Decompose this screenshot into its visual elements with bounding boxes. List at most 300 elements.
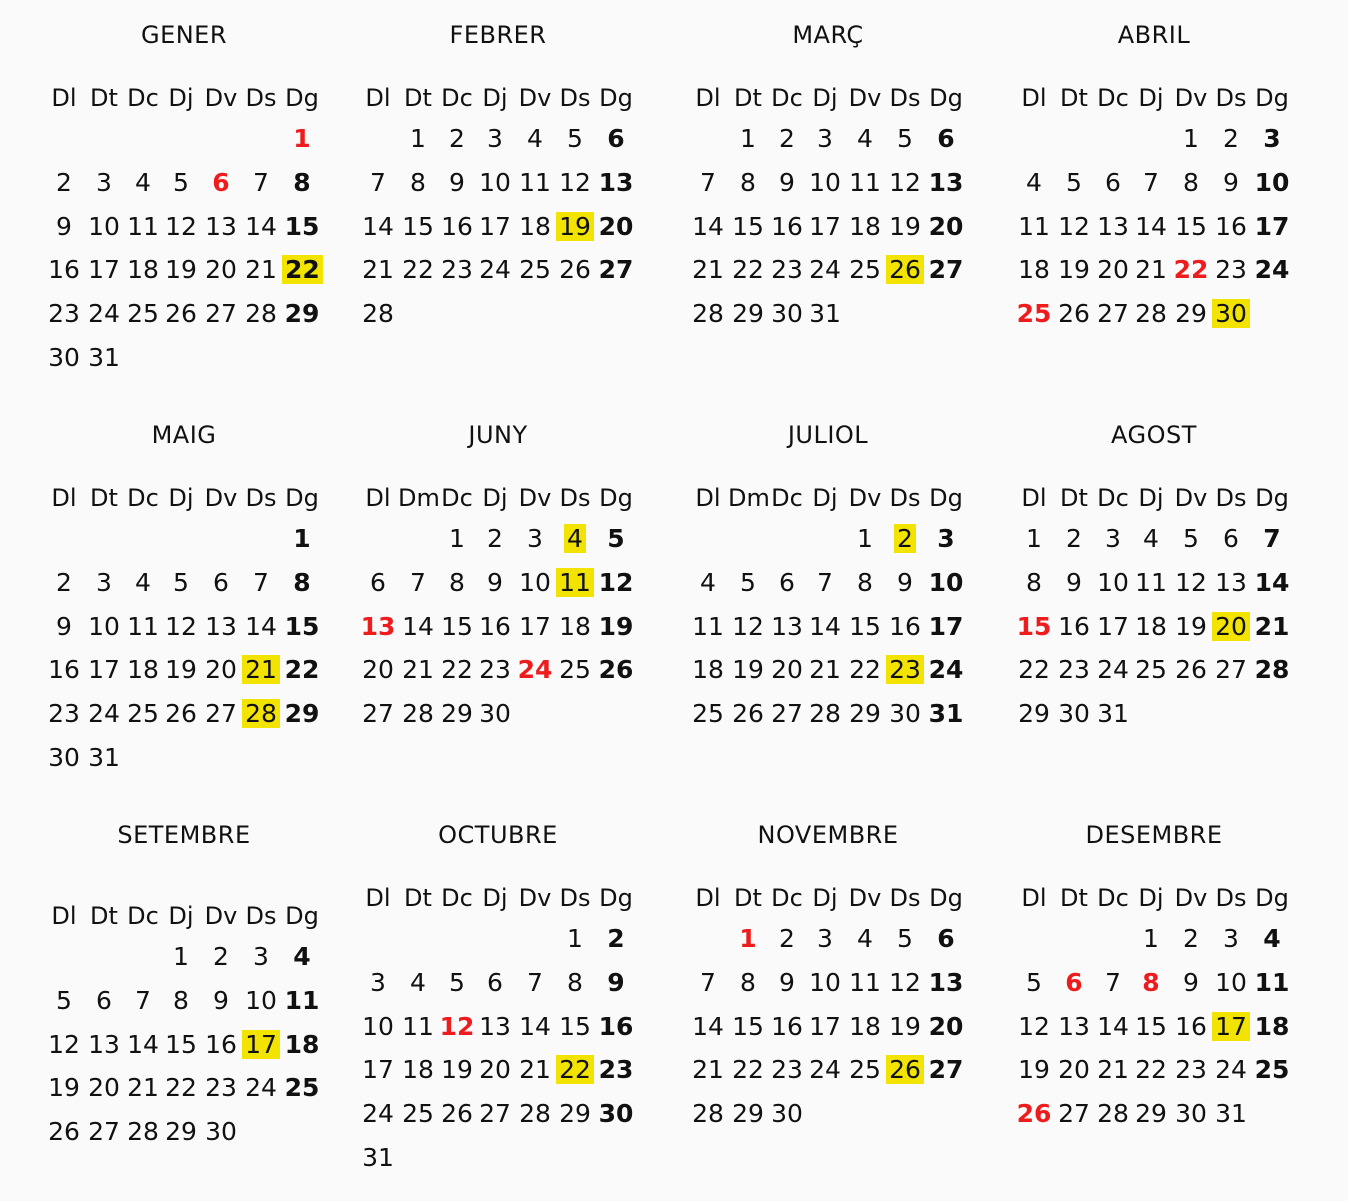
day: 25 bbox=[284, 1073, 320, 1103]
weekday-label: Dc bbox=[441, 84, 473, 112]
day: 31 bbox=[88, 743, 120, 772]
day: 2 bbox=[1183, 924, 1199, 953]
day: 2 bbox=[1066, 524, 1082, 553]
day: 5 bbox=[607, 524, 625, 553]
weekday-label: Dc bbox=[771, 84, 803, 112]
day: 12 bbox=[1175, 567, 1207, 597]
weekday-label: Dl bbox=[1021, 84, 1047, 112]
day: 7 bbox=[370, 167, 386, 197]
week-row bbox=[358, 1008, 638, 1048]
weekday-label: Dg bbox=[285, 84, 319, 112]
week-row bbox=[44, 295, 324, 335]
weekday-label: Dc bbox=[771, 884, 803, 912]
week-row bbox=[358, 208, 638, 248]
weekday-label: Dc bbox=[441, 484, 473, 512]
day: 2 bbox=[449, 124, 465, 153]
month-title: JULIOL bbox=[787, 421, 869, 449]
day: 31 bbox=[1097, 699, 1129, 729]
weekday-label: Dl bbox=[51, 902, 77, 930]
day: 28 bbox=[362, 299, 394, 329]
day: 12 bbox=[1018, 1011, 1050, 1041]
day: 28 bbox=[127, 1117, 159, 1147]
day: 27 bbox=[598, 255, 634, 285]
day: 2 bbox=[487, 524, 503, 553]
month-title: NOVEMBRE bbox=[757, 821, 899, 849]
day: 18 bbox=[284, 1029, 320, 1059]
week-row bbox=[44, 1113, 324, 1153]
day: 20 bbox=[479, 1055, 511, 1085]
day: 15 bbox=[284, 611, 320, 641]
day: 20 bbox=[205, 655, 237, 685]
day: 17 bbox=[362, 1055, 394, 1085]
day: 10 bbox=[88, 611, 120, 641]
day: 6 bbox=[213, 567, 229, 597]
holiday-day: 6 bbox=[212, 167, 230, 197]
day: 17 bbox=[809, 1011, 841, 1041]
day: 8 bbox=[1183, 167, 1199, 197]
day: 4 bbox=[1263, 924, 1281, 953]
day: 16 bbox=[1058, 611, 1090, 641]
day: 24 bbox=[1215, 1055, 1247, 1085]
day: 5 bbox=[173, 567, 189, 597]
day: 10 bbox=[928, 567, 964, 597]
weekday-label: Ds bbox=[245, 484, 277, 512]
day: 20 bbox=[928, 1011, 964, 1041]
weekday-label: Dv bbox=[848, 84, 882, 112]
day: 16 bbox=[771, 211, 803, 241]
day: 31 bbox=[88, 343, 120, 372]
day: 1 bbox=[740, 124, 756, 153]
weekday-label: Dv bbox=[848, 484, 882, 512]
day: 7 bbox=[527, 967, 543, 997]
week-row bbox=[688, 920, 968, 960]
day: 9 bbox=[1183, 967, 1199, 997]
week-row bbox=[358, 920, 638, 960]
week-row bbox=[688, 608, 968, 648]
weekday-label: Dv bbox=[1174, 884, 1208, 912]
day: 5 bbox=[1026, 967, 1042, 997]
weekday-label: Dg bbox=[929, 884, 963, 912]
weekday-header bbox=[44, 900, 324, 932]
day: 23 bbox=[48, 699, 80, 729]
week-row bbox=[358, 651, 638, 691]
day: 30 bbox=[771, 299, 803, 329]
weekday-label: Dj bbox=[1138, 484, 1164, 512]
weekday-label: Dl bbox=[695, 484, 721, 512]
weekday-label: Dj bbox=[168, 902, 194, 930]
week-row bbox=[688, 295, 968, 335]
day: 29 bbox=[559, 1099, 591, 1129]
day: 26 bbox=[1058, 299, 1090, 329]
day: 29 bbox=[732, 1099, 764, 1129]
day: 27 bbox=[928, 1055, 964, 1085]
weekday-label: Dj bbox=[168, 84, 194, 112]
weekday-label: Ds bbox=[559, 884, 591, 912]
month-title: JUNY bbox=[468, 421, 528, 449]
week-row bbox=[358, 251, 638, 291]
weekday-header bbox=[1014, 882, 1294, 914]
week-row bbox=[44, 982, 324, 1022]
weekday-label: Dj bbox=[482, 484, 508, 512]
weekday-label: Dc bbox=[1097, 484, 1129, 512]
week-row bbox=[688, 964, 968, 1004]
weekday-header bbox=[688, 882, 968, 914]
week-row bbox=[688, 120, 968, 160]
weekday-label: Dt bbox=[90, 84, 118, 112]
day: 21 bbox=[692, 1055, 724, 1085]
day: 1 bbox=[567, 924, 583, 953]
day: 18 bbox=[519, 211, 551, 241]
day: 23 bbox=[1175, 1055, 1207, 1085]
day: 12 bbox=[889, 167, 921, 197]
day: 17 bbox=[928, 611, 964, 641]
day: 16 bbox=[441, 211, 473, 241]
day: 7 bbox=[253, 167, 269, 197]
weekday-label: Dv bbox=[1174, 484, 1208, 512]
day: 2 bbox=[607, 924, 625, 953]
day: 14 bbox=[245, 611, 277, 641]
day: 6 bbox=[370, 567, 386, 597]
day: 29 bbox=[1018, 699, 1050, 729]
day: 20 bbox=[205, 255, 237, 285]
weekday-label: Dg bbox=[599, 484, 633, 512]
day: 26 bbox=[48, 1117, 80, 1147]
weekday-label: Dg bbox=[599, 84, 633, 112]
day: 19 bbox=[732, 655, 764, 685]
day: 18 bbox=[127, 655, 159, 685]
week-row bbox=[44, 608, 324, 648]
day: 21 bbox=[1254, 611, 1290, 641]
day: 30 bbox=[205, 1117, 237, 1147]
highlighted-day: 20 bbox=[1211, 608, 1251, 646]
day: 30 bbox=[48, 343, 80, 372]
day: 7 bbox=[253, 567, 269, 597]
month-title: GENER bbox=[140, 21, 228, 49]
day: 27 bbox=[479, 1099, 511, 1129]
month-title: OCTUBRE bbox=[438, 821, 558, 849]
day: 1 bbox=[1026, 524, 1042, 553]
weekday-label: Dv bbox=[1174, 84, 1208, 112]
day: 8 bbox=[1026, 567, 1042, 597]
day: 18 bbox=[849, 211, 881, 241]
day: 7 bbox=[410, 567, 426, 597]
week-row bbox=[1014, 251, 1294, 291]
day: 14 bbox=[245, 211, 277, 241]
day: 25 bbox=[849, 1055, 881, 1085]
weekday-label: Dg bbox=[929, 484, 963, 512]
day: 6 bbox=[1105, 167, 1121, 197]
day: 18 bbox=[402, 1055, 434, 1085]
weekday-label: Dg bbox=[1255, 884, 1289, 912]
weekday-label: Dv bbox=[518, 84, 552, 112]
day: 15 bbox=[441, 611, 473, 641]
day: 17 bbox=[809, 211, 841, 241]
day: 12 bbox=[889, 967, 921, 997]
day: 3 bbox=[1263, 124, 1281, 153]
day: 25 bbox=[559, 655, 591, 685]
day: 9 bbox=[779, 967, 795, 997]
weekday-label: Dt bbox=[1060, 84, 1088, 112]
day: 4 bbox=[293, 942, 311, 971]
holiday-day: 13 bbox=[360, 611, 396, 641]
day: 18 bbox=[1018, 255, 1050, 285]
day: 7 bbox=[817, 567, 833, 597]
weekday-label: Dg bbox=[599, 884, 633, 912]
day: 29 bbox=[1175, 299, 1207, 329]
highlighted-day: 26 bbox=[885, 1051, 925, 1089]
weekday-label: Ds bbox=[889, 84, 921, 112]
day: 26 bbox=[732, 699, 764, 729]
day: 31 bbox=[1215, 1099, 1247, 1129]
month-title: AGOST bbox=[1111, 421, 1197, 449]
weekday-label: Dl bbox=[51, 484, 77, 512]
day: 11 bbox=[849, 967, 881, 997]
weekday-label: Dg bbox=[285, 902, 319, 930]
weekday-header bbox=[688, 82, 968, 114]
day: 27 bbox=[88, 1117, 120, 1147]
day: 20 bbox=[928, 211, 964, 241]
weekday-label: Dj bbox=[168, 484, 194, 512]
week-row bbox=[44, 1069, 324, 1109]
week-row bbox=[358, 695, 638, 735]
weekday-header bbox=[44, 82, 324, 114]
day: 14 bbox=[692, 1011, 724, 1041]
day: 10 bbox=[1254, 167, 1290, 197]
day: 8 bbox=[740, 167, 756, 197]
day: 16 bbox=[1175, 1011, 1207, 1041]
week-row bbox=[1014, 920, 1294, 960]
day: 25 bbox=[692, 699, 724, 729]
week-row bbox=[1014, 964, 1294, 1004]
day: 17 bbox=[519, 611, 551, 641]
day: 12 bbox=[1058, 211, 1090, 241]
day: 18 bbox=[1135, 611, 1167, 641]
weekday-label: Ds bbox=[559, 84, 591, 112]
day: 13 bbox=[1215, 567, 1247, 597]
day: 3 bbox=[817, 124, 833, 153]
day: 28 bbox=[809, 699, 841, 729]
day: 18 bbox=[692, 655, 724, 685]
month-title: ABRIL bbox=[1117, 21, 1191, 49]
day: 22 bbox=[849, 655, 881, 685]
day: 24 bbox=[809, 255, 841, 285]
week-row bbox=[1014, 1051, 1294, 1091]
day: 5 bbox=[897, 124, 913, 153]
week-row bbox=[358, 564, 638, 604]
weekday-label: Dg bbox=[1255, 484, 1289, 512]
week-row bbox=[44, 251, 324, 291]
day: 3 bbox=[937, 524, 955, 553]
weekday-label: Dt bbox=[1060, 484, 1088, 512]
day: 30 bbox=[771, 1099, 803, 1129]
day: 29 bbox=[1135, 1099, 1167, 1129]
weekday-label: Dv bbox=[204, 84, 238, 112]
month-title: DESEMBRE bbox=[1085, 821, 1223, 849]
day: 26 bbox=[1175, 655, 1207, 685]
day: 6 bbox=[937, 924, 955, 953]
day: 26 bbox=[441, 1099, 473, 1129]
day: 4 bbox=[857, 924, 873, 953]
highlighted-day: 23 bbox=[885, 651, 925, 689]
day: 18 bbox=[1254, 1011, 1290, 1041]
weekday-label: Dg bbox=[1255, 84, 1289, 112]
day: 23 bbox=[1215, 255, 1247, 285]
highlighted-day: 28 bbox=[241, 695, 281, 733]
day: 19 bbox=[1175, 611, 1207, 641]
day: 2 bbox=[56, 167, 72, 197]
week-row bbox=[688, 164, 968, 204]
weekday-header bbox=[1014, 482, 1294, 514]
day: 7 bbox=[700, 167, 716, 197]
day: 15 bbox=[1175, 211, 1207, 241]
day: 15 bbox=[732, 211, 764, 241]
day: 6 bbox=[1223, 524, 1239, 553]
weekday-label: Dl bbox=[1021, 484, 1047, 512]
day: 29 bbox=[732, 299, 764, 329]
day: 24 bbox=[479, 255, 511, 285]
weekday-label: Dv bbox=[848, 884, 882, 912]
highlighted-day: 30 bbox=[1211, 295, 1251, 333]
week-row bbox=[358, 520, 638, 560]
day: 19 bbox=[165, 255, 197, 285]
day: 22 bbox=[1018, 655, 1050, 685]
month-title: SETEMBRE bbox=[117, 821, 251, 849]
day: 17 bbox=[1254, 211, 1290, 241]
holiday-day: 12 bbox=[439, 1011, 475, 1041]
weekday-label: Dc bbox=[1097, 84, 1129, 112]
week-row bbox=[44, 520, 324, 560]
day: 5 bbox=[1066, 167, 1082, 197]
day: 11 bbox=[402, 1011, 434, 1041]
day: 3 bbox=[1105, 524, 1121, 553]
day: 4 bbox=[1026, 167, 1042, 197]
day: 5 bbox=[740, 567, 756, 597]
day: 21 bbox=[1097, 1055, 1129, 1085]
weekday-label: Dt bbox=[404, 884, 432, 912]
day: 8 bbox=[293, 567, 311, 597]
day: 8 bbox=[173, 985, 189, 1015]
day: 1 bbox=[410, 124, 426, 153]
day: 26 bbox=[165, 699, 197, 729]
weekday-label: Dv bbox=[518, 484, 552, 512]
day: 23 bbox=[205, 1073, 237, 1103]
day: 24 bbox=[362, 1099, 394, 1129]
week-row bbox=[358, 120, 638, 160]
day: 16 bbox=[598, 1011, 634, 1041]
week-row bbox=[1014, 695, 1294, 735]
week-row bbox=[358, 608, 638, 648]
weekday-header bbox=[688, 482, 968, 514]
day: 9 bbox=[779, 167, 795, 197]
day: 23 bbox=[598, 1055, 634, 1085]
weekday-label: Dt bbox=[1060, 884, 1088, 912]
day: 21 bbox=[519, 1055, 551, 1085]
day: 28 bbox=[245, 299, 277, 329]
week-row bbox=[1014, 1095, 1294, 1135]
weekday-label: Dj bbox=[812, 484, 838, 512]
day: 16 bbox=[771, 1011, 803, 1041]
week-row bbox=[44, 739, 324, 779]
day: 24 bbox=[88, 299, 120, 329]
day: 15 bbox=[402, 211, 434, 241]
week-row bbox=[1014, 651, 1294, 691]
day: 23 bbox=[1058, 655, 1090, 685]
weekday-label: Ds bbox=[559, 484, 591, 512]
weekday-label: Dc bbox=[127, 484, 159, 512]
day: 27 bbox=[205, 299, 237, 329]
day: 13 bbox=[928, 967, 964, 997]
day: 27 bbox=[1058, 1099, 1090, 1129]
day: 1 bbox=[173, 942, 189, 971]
day: 4 bbox=[135, 567, 151, 597]
weekday-label: Dl bbox=[1021, 884, 1047, 912]
day: 11 bbox=[127, 211, 159, 241]
day: 8 bbox=[293, 167, 311, 197]
day: 16 bbox=[1215, 211, 1247, 241]
highlighted-day: 19 bbox=[555, 208, 595, 246]
day: 22 bbox=[732, 255, 764, 285]
week-row bbox=[358, 1139, 638, 1179]
day: 14 bbox=[1135, 211, 1167, 241]
day: 9 bbox=[1223, 167, 1239, 197]
day: 19 bbox=[165, 655, 197, 685]
day: 2 bbox=[56, 567, 72, 597]
day: 13 bbox=[1097, 211, 1129, 241]
day: 6 bbox=[937, 124, 955, 153]
week-row bbox=[358, 964, 638, 1004]
day: 25 bbox=[402, 1099, 434, 1129]
day: 31 bbox=[809, 299, 841, 329]
day: 7 bbox=[1263, 524, 1281, 553]
week-row bbox=[688, 695, 968, 735]
day: 1 bbox=[449, 524, 465, 553]
day: 11 bbox=[284, 985, 320, 1015]
day: 8 bbox=[410, 167, 426, 197]
weekday-label: Dl bbox=[695, 84, 721, 112]
day: 3 bbox=[370, 967, 386, 997]
day: 20 bbox=[362, 655, 394, 685]
day: 5 bbox=[173, 167, 189, 197]
day: 1 bbox=[1143, 924, 1159, 953]
highlighted-day: 11 bbox=[555, 564, 595, 602]
day: 19 bbox=[1058, 255, 1090, 285]
day: 9 bbox=[1066, 567, 1082, 597]
day: 25 bbox=[127, 699, 159, 729]
day: 14 bbox=[402, 611, 434, 641]
highlighted-day: 26 bbox=[885, 251, 925, 289]
day: 5 bbox=[449, 967, 465, 997]
weekday-label: Ds bbox=[1215, 84, 1247, 112]
day: 3 bbox=[1223, 924, 1239, 953]
week-row bbox=[358, 295, 638, 335]
day: 15 bbox=[732, 1011, 764, 1041]
day: 14 bbox=[519, 1011, 551, 1041]
day: 9 bbox=[56, 611, 72, 641]
day: 4 bbox=[135, 167, 151, 197]
day: 1 bbox=[293, 524, 311, 553]
day: 14 bbox=[1254, 567, 1290, 597]
day: 30 bbox=[889, 699, 921, 729]
day: 28 bbox=[692, 299, 724, 329]
day: 13 bbox=[205, 211, 237, 241]
day: 24 bbox=[928, 655, 964, 685]
week-row bbox=[358, 1051, 638, 1091]
day: 6 bbox=[607, 124, 625, 153]
weekday-label: Ds bbox=[889, 484, 921, 512]
day: 6 bbox=[779, 567, 795, 597]
day: 29 bbox=[284, 299, 320, 329]
day: 23 bbox=[479, 655, 511, 685]
